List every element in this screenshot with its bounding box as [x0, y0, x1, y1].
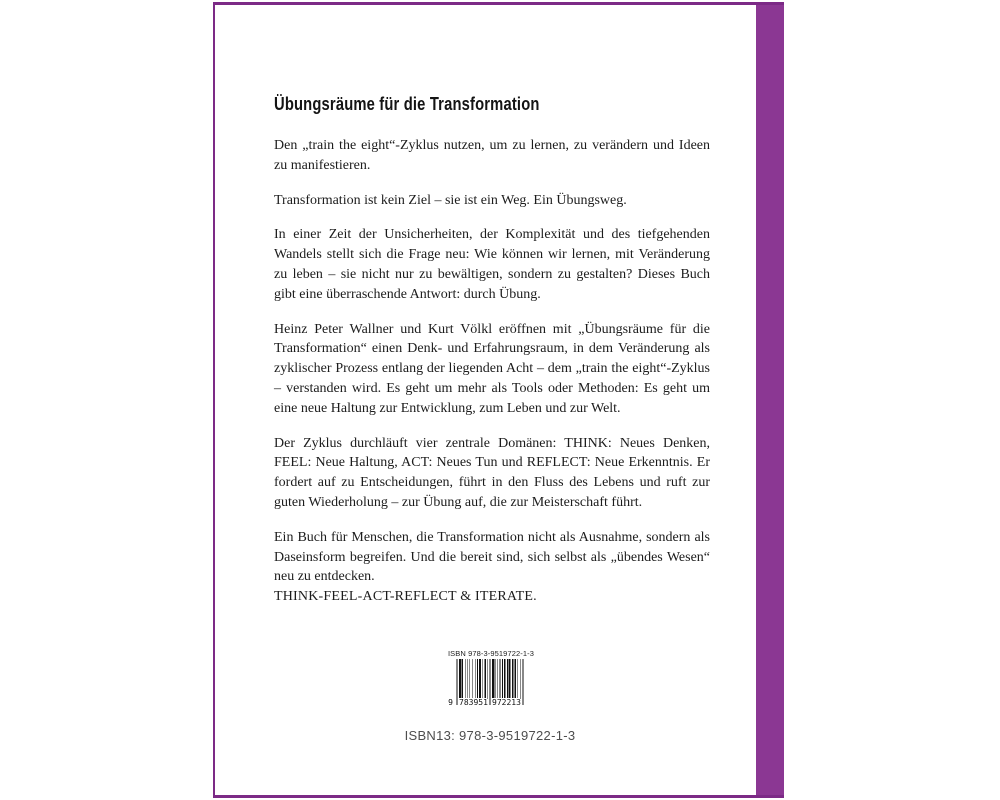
barcode-digit-group: 972213 [492, 698, 521, 707]
body-paragraph: Heinz Peter Wallner und Kurt Völkl eröffnen mit „Übungsräume für die Transformation“ einen Denk- und Erfahrungsraum, in dem Veränderung als zyklischer Prozess entlang der liegenden Acht – dem „train the eight“-Zyklus – verstanden wird. Es geht um mehr als Tools oder Methoden: Es geht um eine neue Haltung zur Entwicklung, zum Leben und zur Welt. [274, 321, 710, 416]
spine-accent-band [756, 5, 784, 795]
back-cover-title: Übungsräume für die Transformation [274, 94, 540, 114]
barcode-digit-group: 783951 [459, 698, 488, 707]
isbn-barcode [448, 649, 535, 707]
body-paragraph: Der Zyklus durchläuft vier zentrale Domänen: THINK: Neues Denken, FEEL: Neue Haltung, ACT: Neues Tun und REFLECT: Neue Erkenntnis. Er fordert auf zu Entscheidungen, führt in den Fluss des Lebens und ruft zur guten Wiederholung – zur Übung auf, die zur Meisterschaft führt. [274, 435, 710, 510]
barcode-isbn-label: ISBN 978-3-9519722-1-3 [448, 649, 535, 658]
body-paragraph: Transformation ist kein Ziel – sie ist ein Weg. Ein Übungsweg. [274, 192, 627, 208]
book-back-cover [213, 2, 784, 798]
barcode-digit-group: 9 [448, 698, 453, 707]
tagline: THINK-FEEL-ACT-REFLECT & ITERATE. [274, 589, 537, 605]
body-paragraph: In einer Zeit der Unsicherheiten, der Komplexität und des tiefgehenden Wandels stellt sich die Frage neu: Wie können wir lernen, mit Veränderung zu leben – sie nicht nur zu bewältigen, sondern zu gestalten? Dieses Buch gibt eine überraschende Antwort: durch Übung. [274, 227, 710, 302]
barcode-bars [448, 659, 524, 707]
blurb-text-column [274, 94, 710, 607]
body-paragraph: Den „train the eight“-Zyklus nutzen, um zu lernen, zu verändern und Ideen zu manifestieren. [274, 138, 710, 173]
isbn13-text: ISBN13: 978-3-9519722-1-3 [404, 728, 576, 743]
body-paragraph: Ein Buch für Menschen, die Transformation nicht als Ausnahme, sondern als Daseinsform begreifen. Und die bereit sind, sich selbst als „übendes Wesen“ neu zu entdecken. [274, 529, 710, 585]
